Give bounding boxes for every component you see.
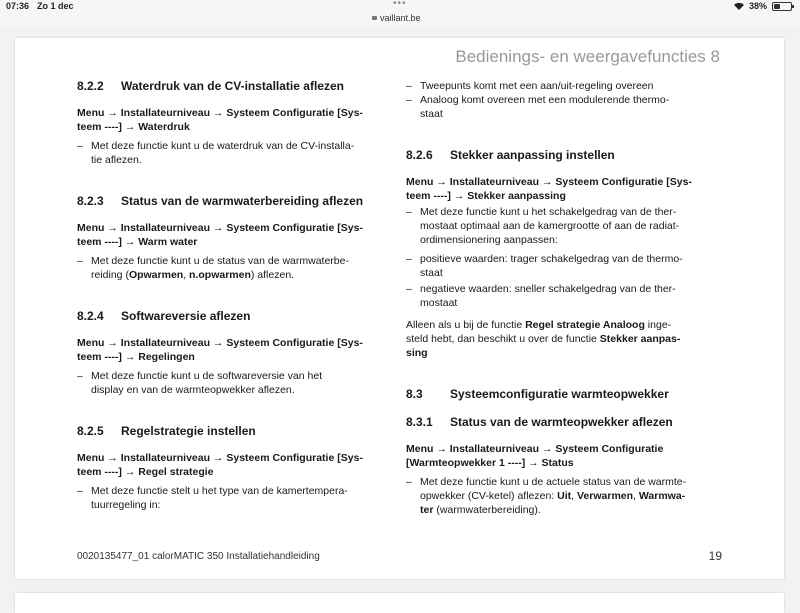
section-heading-83 bbox=[406, 387, 718, 402]
text-line: , bbox=[183, 269, 190, 281]
section-number: 8.2.3 bbox=[77, 194, 104, 208]
date: Zo 1 dec bbox=[37, 1, 74, 11]
status-right bbox=[734, 1, 792, 11]
section-number: 8.3 bbox=[406, 387, 423, 401]
bold-term: Stekker aanpas- bbox=[599, 333, 681, 345]
menu-path bbox=[77, 106, 389, 134]
section-title: Status van de warmteopwekker aflezen bbox=[450, 415, 673, 429]
section-title: Status van de warmwaterbereiding aflezen bbox=[121, 194, 364, 208]
text-line: Met deze functie kunt u het schakelgedrag van de ther- bbox=[420, 206, 677, 218]
text-line: Met deze functie kunt u de waterdruk van de CV-installa- bbox=[91, 140, 355, 152]
text-line: Alleen als u bij de functie bbox=[406, 319, 526, 331]
bold-term: sing bbox=[406, 347, 428, 359]
menu-path-line2: [Warmteopwekker 1 ----] → Status bbox=[406, 457, 574, 469]
text-line: Analoog komt overeen met een modulerende thermo- bbox=[420, 94, 670, 106]
text-line: ordimensionering aanpassen: bbox=[420, 234, 558, 246]
text-line: ) aflezen. bbox=[250, 269, 295, 281]
menu-path-line2: teem ----] → Regel strategie bbox=[77, 466, 214, 478]
section-number: 8.2.6 bbox=[406, 148, 433, 162]
url-text: vaillant.be bbox=[380, 13, 421, 23]
menu-path-line2: teem ----] → Stekker aanpassing bbox=[406, 190, 566, 202]
section-number: 8.2.4 bbox=[77, 309, 104, 323]
battery-fill bbox=[774, 4, 780, 9]
bold-term: Warmwa- bbox=[638, 490, 686, 502]
left-column bbox=[77, 79, 389, 512]
text-line: display en van de warmteopwekker aflezen. bbox=[91, 384, 295, 396]
battery-percent: 38% bbox=[748, 1, 767, 11]
next-page-edge bbox=[15, 593, 784, 613]
status-bar bbox=[0, 0, 800, 28]
text-line: , bbox=[633, 490, 639, 502]
list-item bbox=[406, 93, 718, 121]
menu-path-line1: Menu → Installateurniveau → Systeem Configuratie [Sys- bbox=[406, 176, 692, 188]
text-line: staat bbox=[420, 267, 443, 279]
section-title: Waterdruk van de CV-installatie aflezen bbox=[121, 79, 344, 93]
menu-path-line1: Menu → Installateurniveau → Systeem Configuratie [Sys- bbox=[77, 337, 363, 349]
menu-path-line1: Menu → Installateurniveau → Systeem Configuratie [Sys- bbox=[77, 452, 363, 464]
section-heading-825 bbox=[77, 424, 389, 439]
text-line: mostaat optimaal aan de kamergrootte of aan de radiat- bbox=[420, 220, 680, 232]
section-title: Softwareversie aflezen bbox=[121, 309, 251, 323]
text-line: mostaat bbox=[420, 297, 458, 309]
section-number: 8.2.2 bbox=[77, 79, 104, 93]
section-number: 8.3.1 bbox=[406, 415, 433, 429]
menu-path bbox=[406, 175, 718, 203]
text-line: Met deze functie kunt u de softwareversie van het bbox=[91, 370, 323, 382]
document-page bbox=[15, 38, 784, 579]
text-line: Met deze functie kunt u de actuele status van de warmte- bbox=[420, 476, 687, 488]
section-number: 8.2.5 bbox=[77, 424, 104, 438]
text-line: , bbox=[571, 490, 577, 502]
list-item bbox=[77, 369, 389, 397]
more-dots-icon[interactable]: ••• bbox=[393, 0, 407, 9]
menu-path bbox=[77, 221, 389, 249]
list-item bbox=[406, 475, 718, 517]
text-line: (warmwaterbereiding). bbox=[433, 504, 541, 516]
text-line: Met deze functie stelt u het type van de kamertempera- bbox=[91, 485, 348, 497]
text-line: tuurregeling in: bbox=[91, 499, 161, 511]
bold-term: Opwarmen bbox=[128, 269, 184, 281]
text-line: steld hebt, dan beschikt u over de functie bbox=[406, 333, 600, 345]
text-line: opwekker (CV-ketel) aflezen: bbox=[420, 490, 558, 502]
text-line: positieve waarden: trager schakelgedrag van de thermo- bbox=[420, 253, 683, 265]
right-column bbox=[406, 79, 718, 517]
list-item bbox=[406, 79, 718, 93]
section-heading-822 bbox=[77, 79, 389, 94]
section-heading-824 bbox=[77, 309, 389, 324]
list-item bbox=[77, 254, 389, 282]
list-item bbox=[77, 139, 389, 167]
text-line: staat bbox=[420, 108, 443, 120]
section-heading-831 bbox=[406, 415, 718, 430]
page-footer: 0020135477_01 calorMATIC 350 Installatiehandleiding bbox=[77, 551, 320, 562]
menu-path-line2: teem ----] → Waterdruk bbox=[77, 121, 190, 133]
bold-term: Verwarmen bbox=[577, 490, 634, 502]
clock: 07:36 bbox=[6, 1, 30, 11]
text-line: inge- bbox=[644, 319, 672, 331]
section-heading-823 bbox=[77, 194, 389, 209]
bold-term: Uit bbox=[557, 490, 572, 502]
address-bar[interactable] bbox=[372, 13, 421, 23]
text-line: Met deze functie kunt u de status van de warmwaterbe- bbox=[91, 255, 349, 267]
text-line: tie aflezen. bbox=[91, 154, 142, 166]
bold-term: Regel strategie Analoog bbox=[525, 319, 645, 331]
text-line: reiding ( bbox=[91, 269, 129, 281]
menu-path-line2: teem ----] → Warm water bbox=[77, 236, 198, 248]
menu-path bbox=[406, 442, 718, 470]
battery-icon bbox=[772, 2, 792, 11]
bold-term: ter bbox=[420, 504, 434, 516]
lock-icon bbox=[372, 16, 377, 20]
list-item bbox=[406, 252, 718, 280]
section-heading-826 bbox=[406, 148, 718, 163]
menu-path bbox=[77, 451, 389, 479]
page-number: 19 bbox=[708, 549, 722, 563]
section-title: Stekker aanpassing instellen bbox=[450, 148, 615, 162]
wifi-icon bbox=[734, 3, 744, 10]
bold-term: n.opwarmen bbox=[189, 269, 251, 281]
menu-path-line2: teem ----] → Regelingen bbox=[77, 351, 195, 363]
list-item bbox=[406, 205, 718, 247]
list-item bbox=[406, 282, 718, 310]
text-line: negatieve waarden: sneller schakelgedrag van de ther- bbox=[420, 283, 676, 295]
section-title: Regelstrategie instellen bbox=[121, 424, 256, 438]
menu-path-line1: Menu → Installateurniveau → Systeem Configuratie bbox=[406, 443, 664, 455]
menu-path bbox=[77, 336, 389, 364]
note-paragraph bbox=[406, 318, 718, 360]
list-item bbox=[77, 484, 389, 512]
menu-path-line1: Menu → Installateurniveau → Systeem Configuratie [Sys- bbox=[77, 107, 363, 119]
page-header: Bedienings- en weergavefuncties 8 bbox=[455, 47, 720, 66]
section-title: Systeemconfiguratie warmteopwekker bbox=[450, 387, 669, 401]
menu-path-line1: Menu → Installateurniveau → Systeem Configuratie [Sys- bbox=[77, 222, 363, 234]
text-line: Tweepunts komt met een aan/uit-regeling overeen bbox=[420, 80, 654, 92]
